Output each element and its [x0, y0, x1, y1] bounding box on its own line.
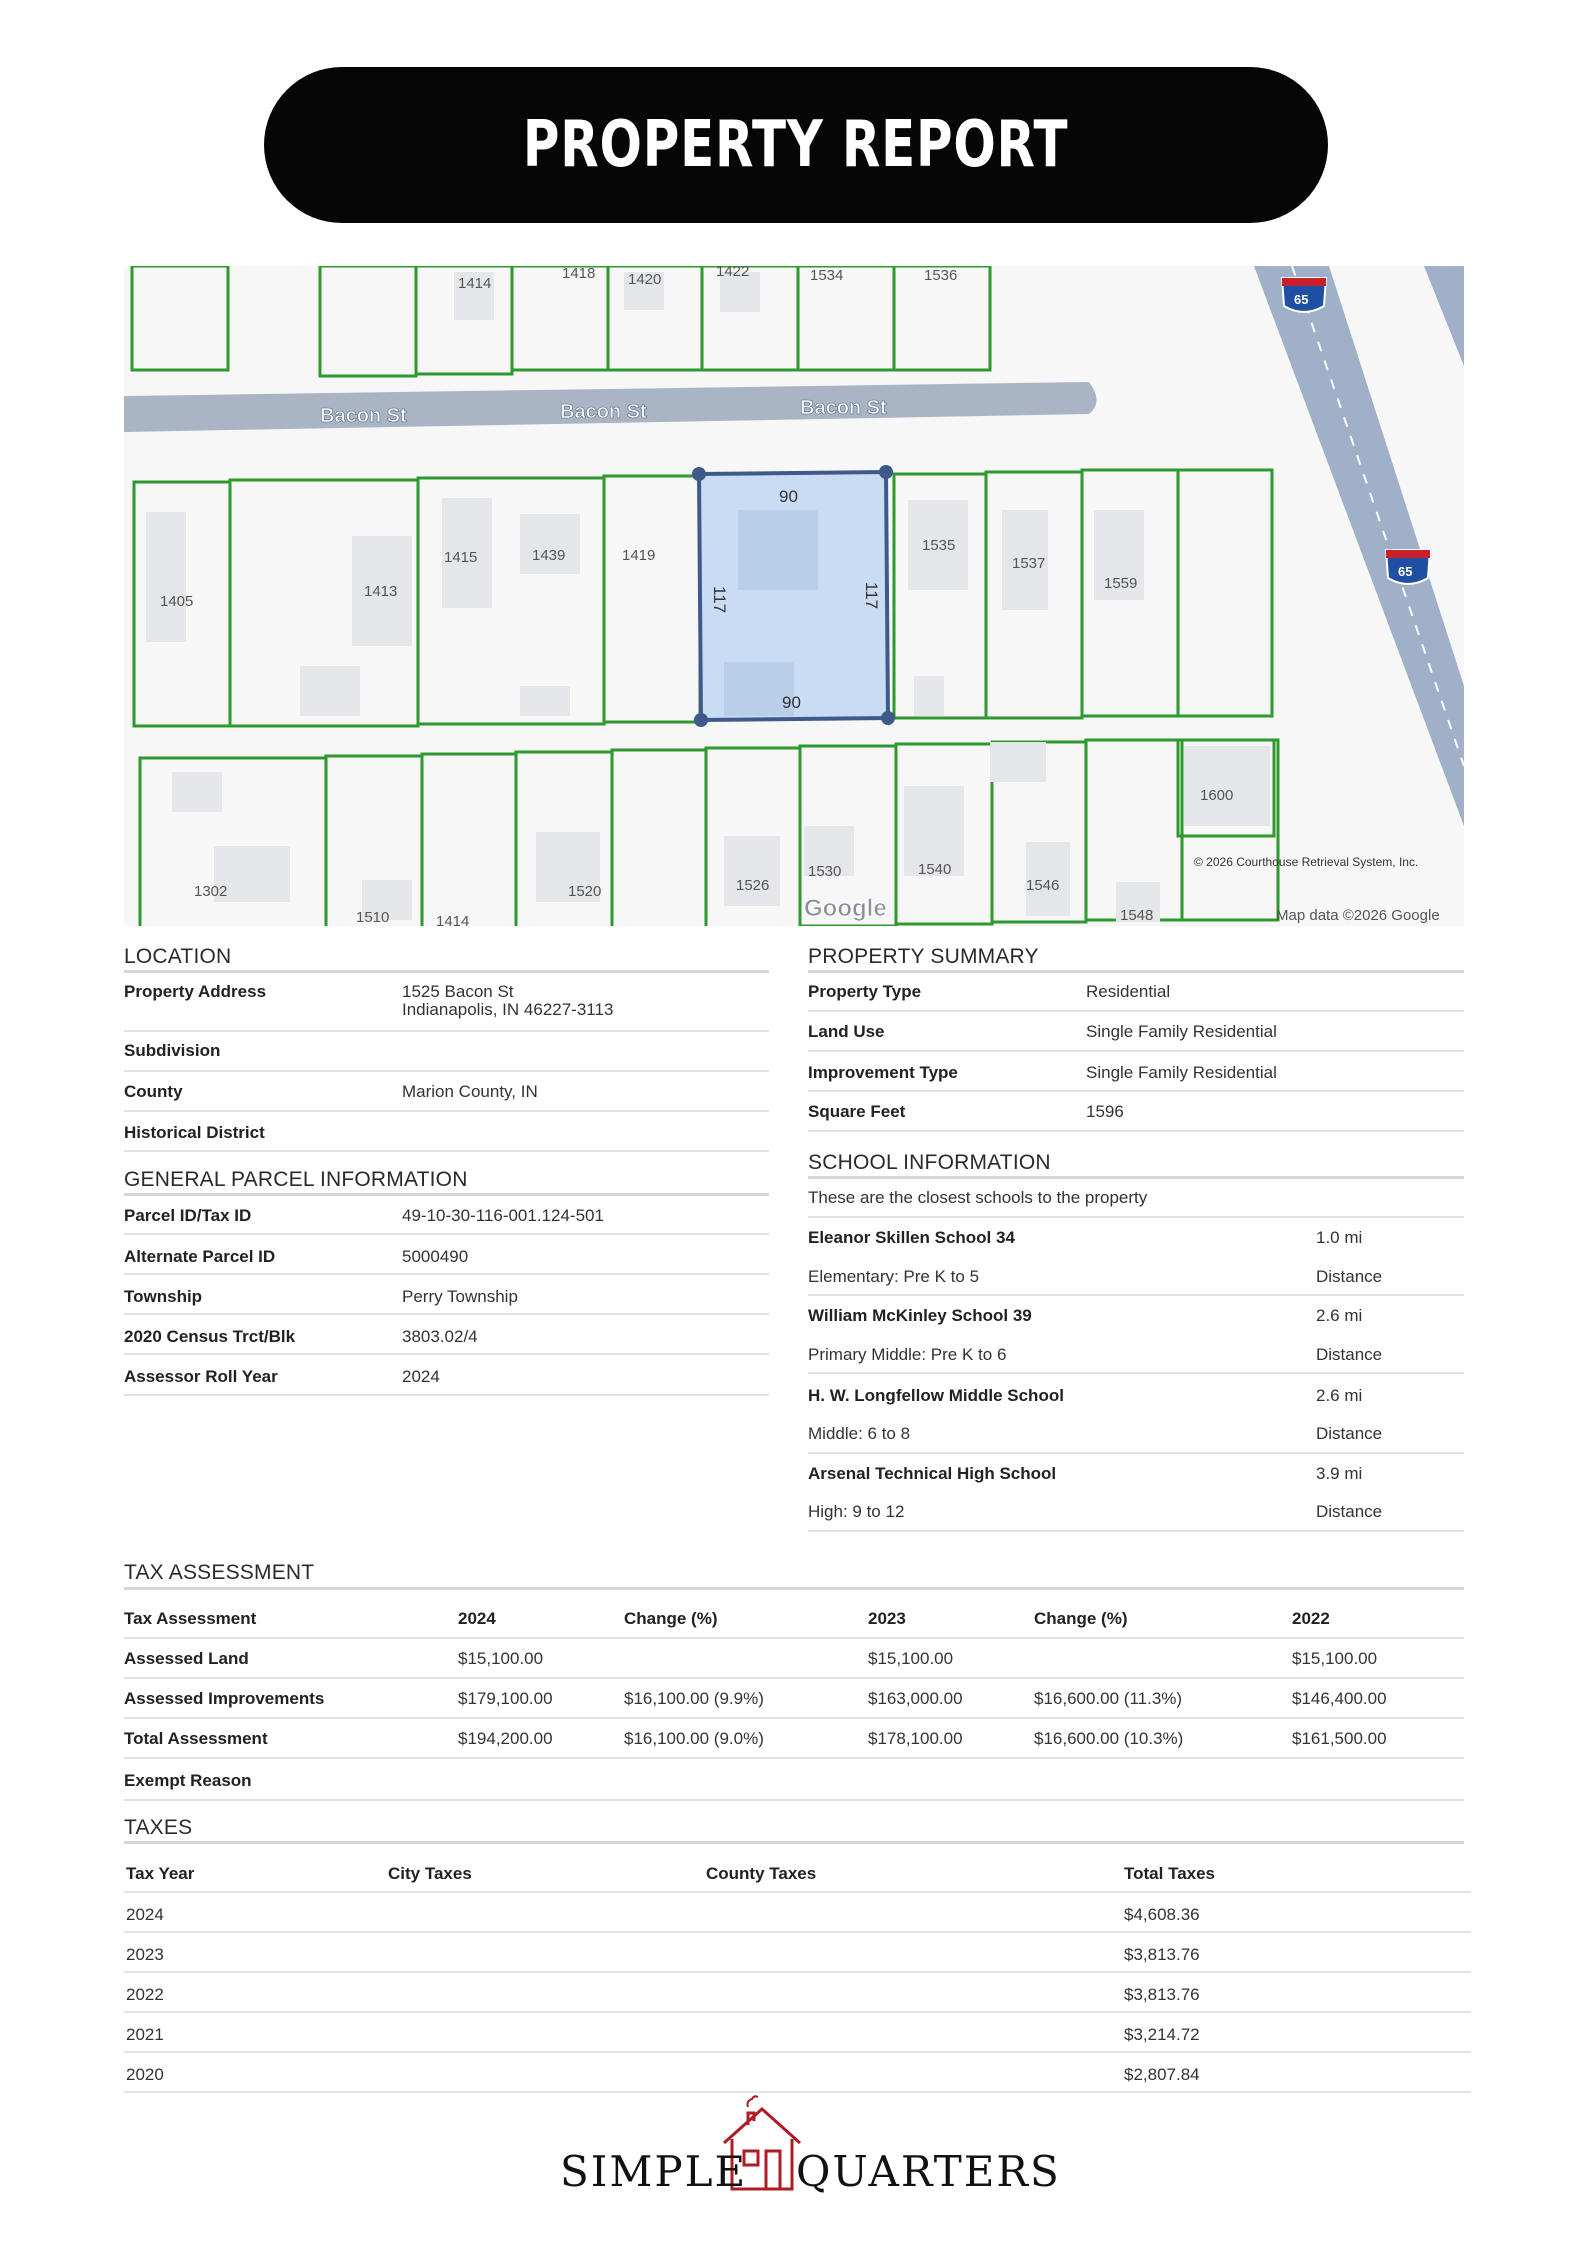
- property-address-label: Property Address: [124, 982, 267, 1001]
- highway-shield-icon: [1386, 550, 1430, 584]
- parcel-number-1526: 1526: [736, 877, 770, 894]
- parcel-number-1302: 1302: [194, 883, 228, 900]
- school-section-title: SCHOOL INFORMATION: [808, 1151, 1051, 1174]
- parcel-number-1530: 1530: [808, 863, 842, 880]
- parcel-number-1548: 1548: [1120, 907, 1154, 924]
- lot-dimension-right: 117: [862, 582, 881, 610]
- school-level: High: 9 to 12: [808, 1502, 905, 1521]
- parcel-number-1405: 1405: [160, 593, 194, 610]
- logo-text-left: SIMPLE: [560, 2147, 748, 2196]
- page-title: PROPERTY REPORT: [523, 108, 1069, 182]
- parcel-number-1540: 1540: [918, 861, 952, 878]
- school-distance-label: Distance: [1316, 1502, 1383, 1521]
- table-row: [124, 1933, 1471, 1973]
- table-row: [124, 1719, 1464, 1759]
- township-label: Township: [124, 1287, 203, 1306]
- table-cell: $16,600.00 (10.3%): [1034, 1729, 1184, 1748]
- total-taxes: $4,608.36: [1124, 1905, 1200, 1924]
- highway-shield-icon: [1282, 278, 1326, 312]
- table-row: [124, 1893, 1471, 1933]
- table-cell: $161,500.00: [1292, 1729, 1387, 1748]
- school-distance: 2.6 mi: [1316, 1306, 1363, 1325]
- school-name: William McKinley School 39: [808, 1306, 1032, 1325]
- tax-year: 2023: [126, 1945, 164, 1964]
- table-cell: $16,600.00 (11.3%): [1034, 1689, 1183, 1708]
- table-row: [124, 2013, 1471, 2053]
- improvement-type-value: Single Family Residential: [1086, 1063, 1277, 1082]
- total-taxes: $3,813.76: [1124, 1945, 1200, 1964]
- alternate-parcel-id-value: 5000490: [402, 1247, 469, 1266]
- parcel-number-1422: 1422: [716, 266, 750, 280]
- property-address-line1: 1525 Bacon St: [402, 982, 514, 1001]
- land-use-value: Single Family Residential: [1086, 1022, 1277, 1041]
- table-cell: $163,000.00: [868, 1689, 963, 1708]
- row-label: Total Assessment: [124, 1729, 268, 1748]
- column-header: Tax Year: [126, 1864, 195, 1883]
- simple-quarters-logo: [560, 2095, 1061, 2205]
- street-label-bacon-st-3: Bacon St: [800, 397, 887, 419]
- parcel-number-1418: 1418: [562, 266, 596, 282]
- total-taxes: $2,807.84: [1124, 2065, 1200, 2084]
- lot-dimension-top: 90: [779, 487, 798, 506]
- census-tract-label: 2020 Census Trct/Blk: [124, 1327, 296, 1346]
- alternate-parcel-id-label: Alternate Parcel ID: [124, 1247, 276, 1266]
- parcel-number-1537: 1537: [1012, 555, 1046, 572]
- school-note: These are the closest schools to the property: [808, 1188, 1148, 1207]
- school-name: Eleanor Skillen School 34: [808, 1228, 1015, 1247]
- table-cell: $146,400.00: [1292, 1689, 1387, 1708]
- table-cell: $15,100.00: [458, 1649, 544, 1668]
- table-cell: $16,100.00 (9.9%): [624, 1689, 764, 1708]
- parcel-number-1419: 1419: [622, 547, 656, 564]
- map-copyright: © 2026 Courthouse Retrieval System, Inc.: [1194, 855, 1419, 869]
- row-label: Assessed Land: [124, 1649, 249, 1668]
- table-cell: $179,100.00: [458, 1689, 553, 1708]
- parcel-number-1559: 1559: [1104, 575, 1138, 592]
- tax-assessment-section-title: TAX ASSESSMENT: [124, 1561, 315, 1584]
- parcel-number-1414-bottom: 1414: [436, 913, 470, 926]
- total-taxes: $3,214.72: [1124, 2025, 1200, 2044]
- google-logo: Google: [804, 895, 887, 922]
- tax-year: 2021: [126, 2025, 164, 2044]
- total-taxes: $3,813.76: [1124, 1985, 1200, 2004]
- summary-row: [808, 1092, 1464, 1132]
- street-label-bacon-st-2: Bacon St: [560, 401, 647, 423]
- logo-text-right: QUARTERS: [796, 2147, 1061, 2196]
- parcel-number-1510: 1510: [356, 909, 390, 926]
- street-label-bacon-st-1: Bacon St: [320, 405, 407, 427]
- row-label: Assessed Improvements: [124, 1689, 325, 1708]
- school-name: H. W. Longfellow Middle School: [808, 1386, 1064, 1405]
- parcel-number-1546: 1546: [1026, 877, 1060, 894]
- column-header: Change (%): [624, 1609, 718, 1628]
- land-use-label: Land Use: [808, 1022, 885, 1041]
- parcel-number-1535: 1535: [922, 537, 956, 554]
- column-header: Tax Assessment: [124, 1609, 257, 1628]
- table-row: [124, 2053, 1471, 2093]
- square-feet-value: 1596: [1086, 1102, 1124, 1121]
- column-header: Total Taxes: [1124, 1864, 1216, 1883]
- column-header: City Taxes: [388, 1864, 472, 1883]
- column-header: 2022: [1292, 1609, 1330, 1628]
- school-distance-label: Distance: [1316, 1424, 1383, 1443]
- parcel-number-1534: 1534: [810, 267, 844, 284]
- table-cell: $16,100.00 (9.0%): [624, 1729, 764, 1748]
- subdivision-label: Subdivision: [124, 1041, 221, 1060]
- table-row: [124, 1639, 1464, 1679]
- parcel-number-1413: 1413: [364, 583, 398, 600]
- county-label: County: [124, 1082, 183, 1101]
- column-header: 2024: [458, 1609, 496, 1628]
- property-type-value: Residential: [1086, 982, 1171, 1001]
- school-distance-label: Distance: [1316, 1345, 1383, 1364]
- township-value: Perry Township: [402, 1287, 518, 1306]
- taxes-section-title: TAXES: [124, 1816, 193, 1839]
- parcel-number-1520: 1520: [568, 883, 602, 900]
- parcel-number-1600: 1600: [1200, 787, 1234, 804]
- assessor-roll-year-label: Assessor Roll Year: [124, 1367, 278, 1386]
- table-cell: $15,100.00: [1292, 1649, 1378, 1668]
- map-data-attribution: Map data ©2026 Google: [1276, 907, 1440, 924]
- parcel-number-1415: 1415: [444, 549, 478, 566]
- school-level: Middle: 6 to 8: [808, 1424, 911, 1443]
- assessor-roll-year-value: 2024: [402, 1367, 440, 1386]
- table-row: [124, 1973, 1471, 2013]
- county-value: Marion County, IN: [402, 1082, 538, 1101]
- lot-dimension-bottom: 90: [782, 693, 801, 712]
- table-row: [124, 1679, 1464, 1719]
- highway-shield-label-2: 65: [1398, 564, 1413, 579]
- school-name: Arsenal Technical High School: [808, 1464, 1057, 1483]
- school-distance: 1.0 mi: [1316, 1228, 1363, 1247]
- school-distance: 3.9 mi: [1316, 1464, 1363, 1483]
- parcel-number-1439: 1439: [532, 547, 566, 564]
- location-section-title: LOCATION: [124, 945, 232, 968]
- highway-shield-label-1: 65: [1294, 292, 1309, 307]
- census-tract-value: 3803.02/4: [402, 1327, 478, 1346]
- tax-assessment-header-row: [124, 1589, 1464, 1639]
- parcel-id-value: 49-10-30-116-001.124-501: [402, 1206, 604, 1225]
- table-cell: $15,100.00: [868, 1649, 954, 1668]
- school-level: Primary Middle: Pre K to 6: [808, 1345, 1007, 1364]
- property-address-line2: Indianapolis, IN 46227-3113: [402, 1000, 614, 1019]
- row-label: Exempt Reason: [124, 1771, 252, 1790]
- tax-year: 2022: [126, 1985, 164, 2004]
- parcel-map[interactable]: [124, 266, 1464, 926]
- parcel-number-1414-top: 1414: [458, 275, 492, 292]
- tax-year: 2020: [126, 2065, 164, 2084]
- column-header: County Taxes: [706, 1864, 817, 1883]
- report-title-banner: [264, 67, 1328, 223]
- table-row: [124, 1759, 1464, 1801]
- school-distance: 2.6 mi: [1316, 1386, 1363, 1405]
- column-header: Change (%): [1034, 1609, 1128, 1628]
- property-type-label: Property Type: [808, 982, 922, 1001]
- location-row: [124, 1032, 769, 1072]
- improvement-type-label: Improvement Type: [808, 1063, 958, 1082]
- school-level: Elementary: Pre K to 5: [808, 1267, 980, 1286]
- historical-district-label: Historical District: [124, 1123, 265, 1142]
- tax-year: 2024: [126, 1905, 164, 1924]
- column-header: 2023: [868, 1609, 906, 1628]
- parcel-number-1420: 1420: [628, 271, 662, 288]
- parcel-number-1536: 1536: [924, 267, 958, 284]
- square-feet-label: Square Feet: [808, 1102, 906, 1121]
- lot-dimension-left: 117: [710, 586, 729, 614]
- table-cell: $178,100.00: [868, 1729, 963, 1748]
- school-distance-label: Distance: [1316, 1267, 1383, 1286]
- parcel-id-label: Parcel ID/Tax ID: [124, 1206, 252, 1225]
- summary-section-title: PROPERTY SUMMARY: [808, 945, 1039, 968]
- parcel-section-title: GENERAL PARCEL INFORMATION: [124, 1168, 468, 1191]
- table-cell: $194,200.00: [458, 1729, 553, 1748]
